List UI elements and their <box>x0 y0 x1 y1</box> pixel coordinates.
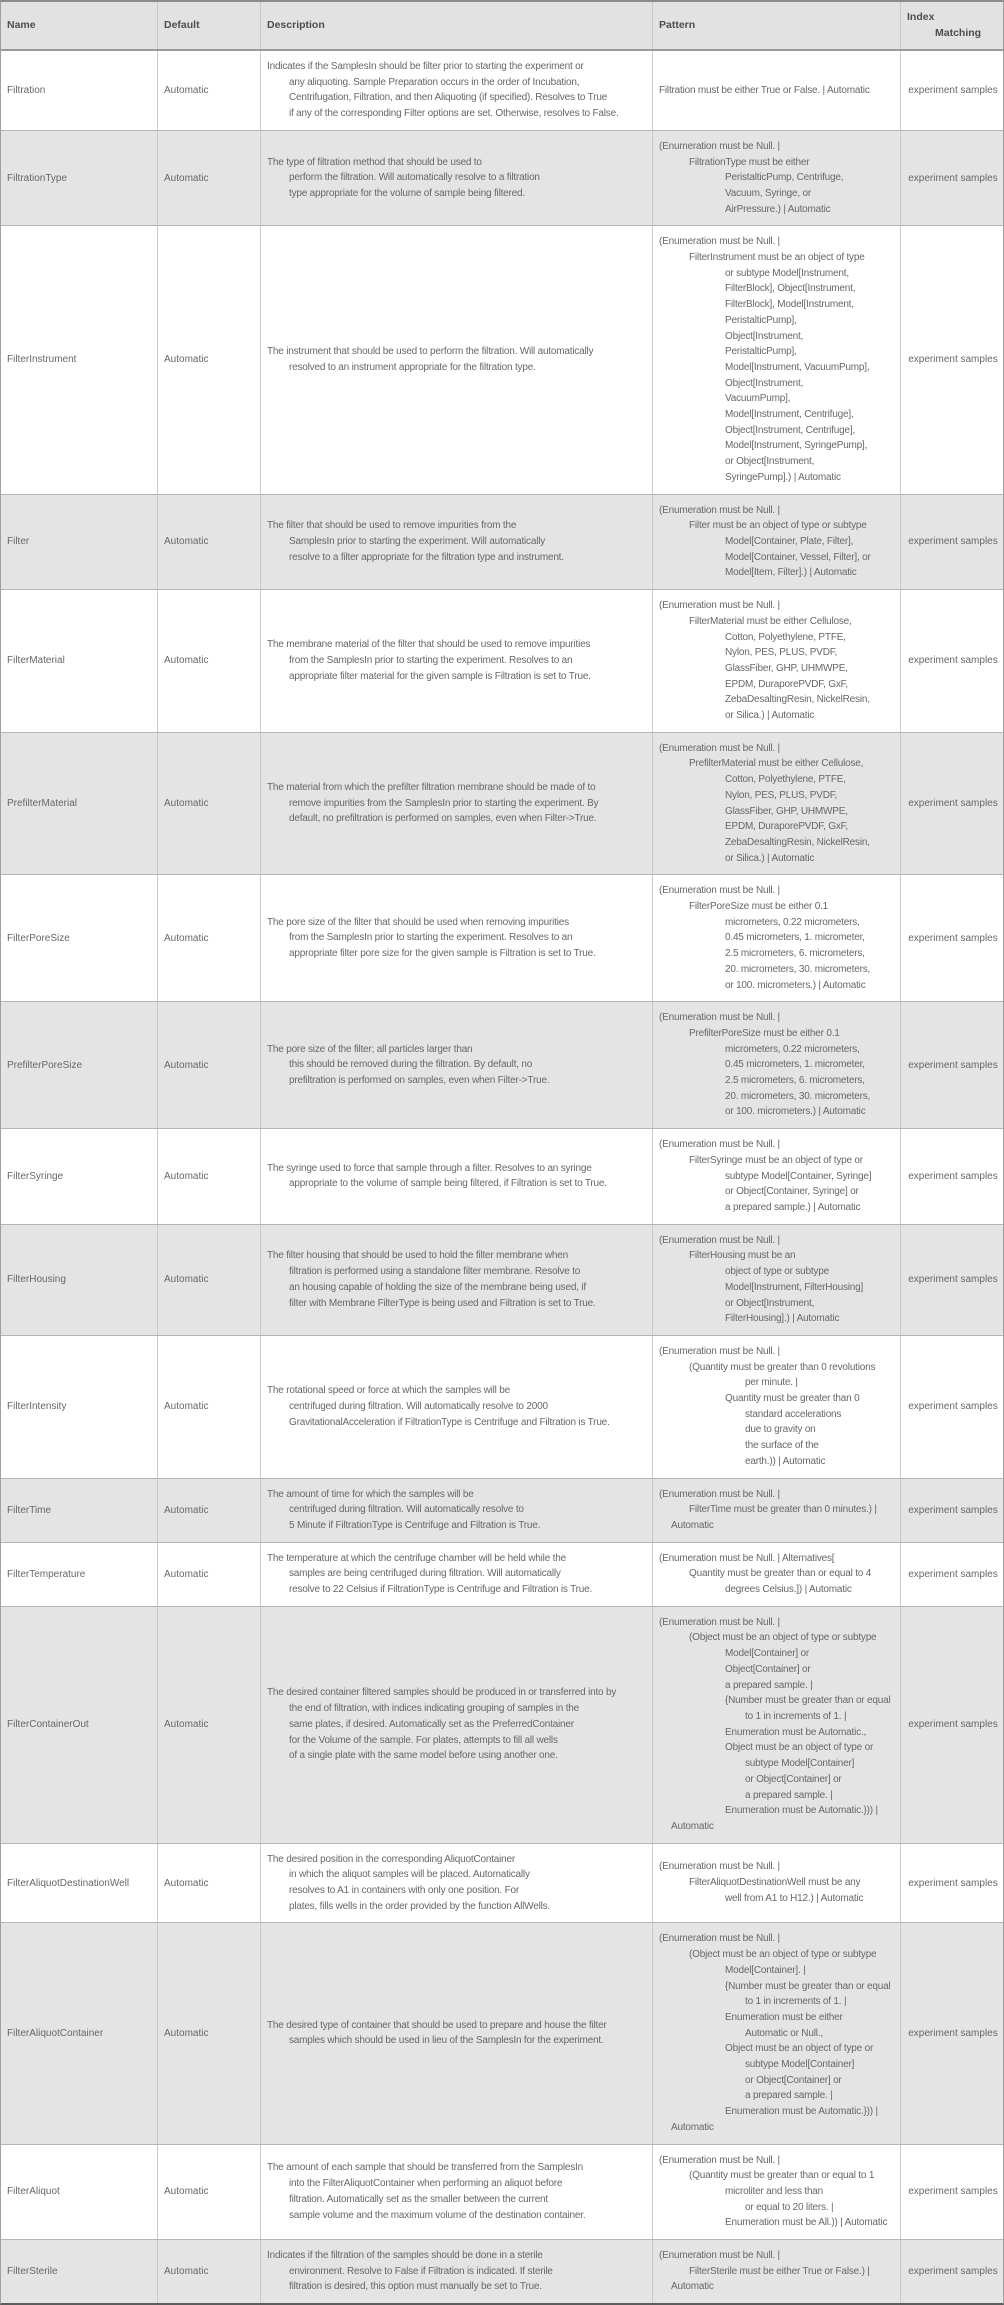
index-matching-cell: experiment samples <box>900 1336 1003 1478</box>
table-row <box>1 1001 1003 1128</box>
header-default-label: Default <box>164 18 200 31</box>
description-line: centrifuged during filtration. Will automatically resolve to <box>289 1504 524 1516</box>
pattern-line: (Object must be an object of type or subtype <box>689 1632 877 1644</box>
option-description-cell <box>260 1479 652 1542</box>
option-description-cell <box>260 1923 652 2143</box>
option-description-cell <box>260 2240 652 2303</box>
pattern-line: AirPressure.) | Automatic <box>725 203 831 215</box>
option-description-cell <box>260 2145 652 2240</box>
description-line: from the SamplesIn prior to starting the experiment. Resolves to an <box>289 655 573 667</box>
description-line: sample volume and the maximum volume of the destination container. <box>289 2209 586 2221</box>
option-pattern-cell <box>652 51 900 130</box>
pattern-line: Object must be an object of type or <box>725 1742 874 1754</box>
option-default-cell: Automatic <box>157 1002 260 1128</box>
description-line: resolve to a filter appropriate for the filtration type and instrument. <box>289 551 564 563</box>
description-line: environment. Resolve to False if Filtration is indicated. If sterile <box>289 2265 553 2277</box>
pattern-line: or Object[Container, Syringe] or <box>725 1186 859 1198</box>
option-default-cell: Automatic <box>157 875 260 1001</box>
pattern-line: Model[Container, Plate, Filter], <box>725 535 854 547</box>
pattern-line: or Object[Container] or <box>745 1773 842 1785</box>
description-line: any aliquoting. Sample Preparation occurs in the order of Incubation, <box>289 76 580 88</box>
pattern-line: Cotton, Polyethylene, PTFE, <box>725 631 846 643</box>
option-default-cell: Automatic <box>157 1607 260 1843</box>
description-line: resolved to an instrument appropriate for the filtration type. <box>289 361 536 373</box>
pattern-line: 20. micrometers, 30. micrometers, <box>725 1090 871 1102</box>
pattern-line: Model[Item, Filter].) | Automatic <box>725 567 857 579</box>
pattern-line: FilterSyringe must be an object of type or <box>689 1154 863 1166</box>
table-row <box>1 2144 1003 2240</box>
pattern-line: PeristalticPump], <box>725 346 797 358</box>
pattern-line: GlassFiber, GHP, UHMWPE, <box>725 805 848 817</box>
option-pattern-cell <box>652 1479 900 1542</box>
description-line: samples are being centrifuged during filtration. Will automatically <box>289 1568 561 1580</box>
pattern-line: per minute. | <box>745 1377 798 1389</box>
option-default-cell: Automatic <box>157 733 260 875</box>
description-line: The amount of each sample that should be transferred from the SamplesIn <box>267 2162 583 2174</box>
description-line: remove impurities from the SamplesIn prior to starting the experiment. By <box>289 797 599 809</box>
pattern-line: ZebaDesaltingResin, NickelResin, <box>725 836 870 848</box>
pattern-line: {Number must be greater than or equal <box>725 1980 891 1992</box>
pattern-line: 0.45 micrometers, 1. micrometer, <box>725 1059 865 1071</box>
pattern-line: SyringePump].) | Automatic <box>725 471 841 483</box>
pattern-line: subtype Model[Container] <box>745 2059 855 2071</box>
description-line: The material from which the prefilter filtration membrane should be made of to <box>267 781 596 793</box>
index-matching-cell: experiment samples <box>900 2145 1003 2240</box>
header-index-matching <box>900 2 1003 49</box>
pattern-line: (Quantity must be greater than 0 revolutions <box>689 1361 876 1373</box>
index-matching-cell: experiment samples <box>900 1607 1003 1843</box>
pattern-line: Filter must be an object of type or subtype <box>689 520 867 532</box>
description-line: The amount of time for which the samples will be <box>267 1488 474 1500</box>
pattern-line: Model[Container]. | <box>725 1964 806 1976</box>
option-default-cell: Automatic <box>157 1923 260 2143</box>
table-row <box>1 1478 1003 1542</box>
option-description-cell <box>260 1336 652 1478</box>
index-matching-cell: experiment samples <box>900 1002 1003 1128</box>
option-name-cell: FilterAliquot <box>7 2186 60 2198</box>
index-matching-cell: experiment samples <box>900 1923 1003 2143</box>
option-default-cell: Automatic <box>157 2240 260 2303</box>
pattern-line: or Object[Instrument, <box>725 1297 815 1309</box>
option-default-cell: Automatic <box>157 2145 260 2240</box>
description-line: The instrument that should be used to perform the filtration. Will automatically <box>267 346 594 358</box>
description-line: The filter that should be used to remove impurities from the <box>267 520 517 532</box>
option-pattern-cell <box>652 1923 900 2143</box>
description-line: default, no prefiltration is performed on samples, even when Filter->True. <box>289 813 597 825</box>
index-matching-cell: experiment samples <box>900 2240 1003 2303</box>
pattern-line: subtype Model[Container, Syringe] <box>725 1170 872 1182</box>
description-line: GravitationalAcceleration if FiltrationType is Centrifuge and Filtration is True. <box>289 1416 610 1428</box>
pattern-line: to 1 in increments of 1. | <box>745 1710 847 1722</box>
pattern-line: ZebaDesaltingResin, NickelResin, <box>725 694 870 706</box>
option-description-cell <box>260 1225 652 1335</box>
table-row <box>1 51 1003 130</box>
option-name-cell: FilterHousing <box>7 1274 66 1286</box>
option-description-cell <box>260 1844 652 1923</box>
pattern-line: FiltrationType must be either <box>689 156 810 168</box>
description-line: The desired type of container that should be used to prepare and house the filter <box>267 2019 607 2031</box>
pattern-line: Object[Instrument, <box>725 330 804 342</box>
description-line: resolves to A1 in containers with only one position. For <box>289 1885 520 1897</box>
pattern-line: a prepared sample. | <box>745 1789 833 1801</box>
option-default-cell: Automatic <box>157 1336 260 1478</box>
description-line: The type of filtration method that should be used to <box>267 156 482 168</box>
pattern-line: Nylon, PES, PLUS, PVDF, <box>725 789 838 801</box>
description-line: this should be removed during the filtration. By default, no <box>289 1059 533 1071</box>
pattern-line: (Enumeration must be Null. | <box>659 1861 780 1873</box>
option-description-cell <box>260 495 652 590</box>
table-row <box>1 732 1003 875</box>
index-matching-cell: experiment samples <box>900 1543 1003 1606</box>
option-name-cell: FilterSyringe <box>7 1170 64 1182</box>
pattern-line: Model[Instrument, FilterHousing] <box>725 1281 864 1293</box>
pattern-line: (Enumeration must be Null. | <box>659 1616 780 1628</box>
option-default-cell: Automatic <box>157 1129 260 1224</box>
index-matching-cell: experiment samples <box>900 875 1003 1001</box>
pattern-line: (Enumeration must be Null. | <box>659 236 780 248</box>
table-body <box>1 51 1003 2303</box>
description-line: filter with Membrane FilterType is being used and Filtration is set to True. <box>289 1297 596 1309</box>
description-line: samples which should be used in lieu of the SamplesIn for the experiment. <box>289 2035 604 2047</box>
pattern-line: or Silica.) | Automatic <box>725 710 815 722</box>
option-pattern-cell <box>652 1225 900 1335</box>
description-line: The pore size of the filter that should be used when removing impurities <box>267 916 569 928</box>
option-name-cell: FilterMaterial <box>7 655 65 667</box>
description-line: SamplesIn prior to starting the experiment. Will automatically <box>289 535 546 547</box>
header-name-label: Name <box>7 18 36 31</box>
option-default-cell: Automatic <box>157 131 260 226</box>
option-default-cell: Automatic <box>157 226 260 493</box>
table-row <box>1 1843 1003 1923</box>
option-default-cell: Automatic <box>157 1543 260 1606</box>
pattern-line: or Silica.) | Automatic <box>725 852 815 864</box>
index-matching-cell: experiment samples <box>900 1225 1003 1335</box>
pattern-line: PrefilterMaterial must be either Cellulose, <box>689 758 864 770</box>
option-description-cell <box>260 733 652 875</box>
pattern-line: (Enumeration must be Null. | <box>659 1139 780 1151</box>
pattern-line: FilterBlock], Object[Instrument, <box>725 283 856 295</box>
header-matching-label: Matching <box>935 26 982 39</box>
index-matching-cell: experiment samples <box>900 495 1003 590</box>
pattern-line: Object must be an object of type or <box>725 2043 874 2055</box>
description-line: The temperature at which the centrifuge chamber will be held while the <box>267 1552 566 1564</box>
pattern-line: due to gravity on <box>745 1424 816 1436</box>
description-line: The pore size of the filter; all particles larger than <box>267 1043 473 1055</box>
option-pattern-cell <box>652 131 900 226</box>
pattern-line: (Enumeration must be Null. | <box>659 742 780 754</box>
description-line: plates, fills wells in the order provided by the function AllWells. <box>289 1900 550 1912</box>
pattern-line: {Number must be greater than or equal <box>725 1695 891 1707</box>
pattern-line: a prepared sample. | <box>725 1679 813 1691</box>
option-pattern-cell <box>652 495 900 590</box>
header-description <box>260 2 652 49</box>
index-matching-cell: experiment samples <box>900 1129 1003 1224</box>
option-name-cell: FilterSterile <box>7 2266 58 2278</box>
index-matching-cell: experiment samples <box>900 226 1003 493</box>
pattern-line: FilterAliquotDestinationWell must be any <box>689 1877 861 1889</box>
pattern-line: Model[Container, Vessel, Filter], or <box>725 551 871 563</box>
table-row <box>1 130 1003 226</box>
pattern-line: (Enumeration must be Null. | <box>659 1488 780 1500</box>
table-row <box>1 1335 1003 1478</box>
pattern-line: Automatic <box>671 1820 714 1832</box>
description-line: into the FilterAliquotContainer when performing an aliquot before <box>289 2178 563 2190</box>
option-description-cell <box>260 51 652 130</box>
pattern-line: FilterHousing].) | Automatic <box>725 1313 840 1325</box>
description-line: centrifuged during filtration. Will automatically resolve to 2000 <box>289 1400 548 1412</box>
option-name-cell: PrefilterMaterial <box>7 798 78 810</box>
table-row <box>1 1542 1003 1606</box>
description-line: appropriate to the volume of sample being filtered, if Filtration is set to True. <box>289 1178 607 1190</box>
description-line: type appropriate for the volume of sample being filtered. <box>289 187 525 199</box>
pattern-line: (Object must be an object of type or subtype <box>689 1949 877 1961</box>
table-row <box>1 1128 1003 1224</box>
table-header-row <box>1 2 1003 51</box>
pattern-line: Quantity must be greater than 0 <box>725 1393 860 1405</box>
pattern-line: micrometers, 0.22 micrometers, <box>725 916 860 928</box>
pattern-line: earth.)) | Automatic <box>745 1455 826 1467</box>
pattern-line: or 100. micrometers.) | Automatic <box>725 979 866 991</box>
pattern-line: (Enumeration must be Null. | <box>659 600 780 612</box>
pattern-line: (Enumeration must be Null. | <box>659 1234 780 1246</box>
pattern-line: object of type or subtype <box>725 1266 829 1278</box>
pattern-line: or 100. micrometers.) | Automatic <box>725 1106 866 1118</box>
pattern-line: standard accelerations <box>745 1408 842 1420</box>
description-line: filtration is performed using a standalone filter membrane. Resolve to <box>289 1266 581 1278</box>
description-line: The desired position in the corresponding AliquotContainer <box>267 1853 516 1865</box>
pattern-line: Vacuum, Syringe, or <box>725 187 812 199</box>
index-matching-cell: experiment samples <box>900 1479 1003 1542</box>
pattern-line: (Enumeration must be Null. | <box>659 885 780 897</box>
option-pattern-cell <box>652 1129 900 1224</box>
option-pattern-cell <box>652 2145 900 2240</box>
pattern-line: 20. micrometers, 30. micrometers, <box>725 963 871 975</box>
description-line: an housing capable of holding the size of the membrane being used, if <box>289 1281 586 1293</box>
pattern-line: EPDM, DuraporePVDF, GxF, <box>725 678 849 690</box>
pattern-line: Automatic <box>671 2281 714 2293</box>
option-description-cell <box>260 131 652 226</box>
pattern-line: the surface of the <box>745 1440 819 1452</box>
pattern-line: or equal to 20 liters. | <box>745 2201 834 2213</box>
header-description-label: Description <box>267 18 325 31</box>
pattern-line: Model[Instrument, VacuumPump], <box>725 361 870 373</box>
description-line: appropriate filter pore size for the given sample is Filtration is set to True. <box>289 948 596 960</box>
option-default-cell: Automatic <box>157 51 260 130</box>
option-name-cell: FilterTemperature <box>7 1568 86 1580</box>
option-name-cell: FilterTime <box>7 1504 52 1516</box>
pattern-line: Object[Instrument, <box>725 377 804 389</box>
description-line: if any of the corresponding Filter options are set. Otherwise, resolves to False. <box>289 108 619 120</box>
option-pattern-cell <box>652 1543 900 1606</box>
pattern-line: Nylon, PES, PLUS, PVDF, <box>725 647 838 659</box>
table-row <box>1 2239 1003 2303</box>
header-index-label: Index <box>907 11 935 23</box>
pattern-line: Object[Instrument, Centrifuge], <box>725 424 855 436</box>
pattern-line: 0.45 micrometers, 1. micrometer, <box>725 932 865 944</box>
option-name-cell: PrefilterPoreSize <box>7 1059 83 1071</box>
pattern-line: Model[Instrument, Centrifuge], <box>725 409 854 421</box>
option-name-cell: FilterPoreSize <box>7 932 70 944</box>
pattern-line: FilterTime must be greater than 0 minutes.) | <box>689 1504 877 1516</box>
pattern-line: microliter and less than <box>725 2185 824 2197</box>
option-description-cell <box>260 1543 652 1606</box>
pattern-line: Enumeration must be All.)) | Automatic <box>725 2217 888 2229</box>
description-line: same plates, if desired. Automatically set as the PreferredContainer <box>289 1718 574 1730</box>
option-default-cell: Automatic <box>157 1844 260 1923</box>
pattern-line: a prepared sample.) | Automatic <box>725 1202 861 1213</box>
option-pattern-cell <box>652 226 900 493</box>
option-pattern-cell <box>652 1002 900 1128</box>
table-row <box>1 1606 1003 1843</box>
description-line: from the SamplesIn prior to starting the experiment. Resolves to an <box>289 932 573 944</box>
description-line: The desired container filtered samples should be produced in or transferred into by <box>267 1687 617 1699</box>
pattern-line: (Quantity must be greater than or equal to 1 <box>689 2170 875 2182</box>
pattern-line: Quantity must be greater than or equal to 4 <box>689 1568 872 1580</box>
pattern-line: FilterMaterial must be either Cellulose, <box>689 615 852 627</box>
pattern-line: PeristalticPump, Centrifuge, <box>725 172 844 184</box>
description-line: in which the aliquot samples will be placed. Automatically <box>289 1869 530 1881</box>
option-name-cell: FilterAliquotContainer <box>7 2027 104 2039</box>
option-name-cell: FilterContainerOut <box>7 1719 89 1731</box>
pattern-line: or Object[Container] or <box>745 2074 842 2086</box>
description-line: The rotational speed or force at which the samples will be <box>267 1385 510 1397</box>
pattern-line: 2.5 micrometers, 6. micrometers, <box>725 1075 865 1087</box>
index-matching-cell: experiment samples <box>900 590 1003 732</box>
description-line: perform the filtration. Will automatically resolve to a filtration <box>289 172 540 184</box>
pattern-line: FilterBlock], Model[Instrument, <box>725 299 854 311</box>
pattern-line: Automatic <box>671 1519 714 1531</box>
pattern-line: PeristalticPump], <box>725 314 797 326</box>
header-default <box>157 2 260 49</box>
description-line: the end of filtration, with indices indicating grouping of samples in the <box>289 1703 580 1715</box>
pattern-line: Cotton, Polyethylene, PTFE, <box>725 774 846 786</box>
pattern-line: FilterSterile must be either True or False.) | <box>689 2265 870 2277</box>
index-matching-cell: experiment samples <box>900 51 1003 130</box>
pattern-line: (Enumeration must be Null. | <box>659 504 780 516</box>
pattern-line: a prepared sample. | <box>745 2090 833 2102</box>
option-pattern-cell <box>652 1336 900 1478</box>
table-row <box>1 494 1003 590</box>
pattern-line: FilterHousing must be an <box>689 1250 796 1262</box>
pattern-line: PrefilterPoreSize must be either 0.1 <box>689 1027 840 1039</box>
option-name-cell: Filter <box>7 536 30 548</box>
header-pattern-label: Pattern <box>659 18 696 31</box>
index-matching-cell: experiment samples <box>900 1844 1003 1923</box>
pattern-line: Enumeration must be Automatic.})) | <box>725 1805 878 1817</box>
option-name-cell: FilterAliquotDestinationWell <box>7 1877 130 1889</box>
option-description-cell <box>260 1129 652 1224</box>
pattern-line: degrees Celsius.]) | Automatic <box>725 1584 852 1596</box>
description-line: The filter housing that should be used to hold the filter membrane when <box>267 1250 568 1262</box>
pattern-line: 2.5 micrometers, 6. micrometers, <box>725 948 865 960</box>
pattern-line: Enumeration must be Automatic., <box>725 1726 867 1738</box>
option-pattern-cell <box>652 1844 900 1923</box>
table-row <box>1 225 1003 493</box>
option-description-cell <box>260 875 652 1001</box>
table-row <box>1 1922 1003 2143</box>
option-pattern-cell <box>652 590 900 732</box>
table-row <box>1 589 1003 732</box>
table-row <box>1 874 1003 1001</box>
option-default-cell: Automatic <box>157 1479 260 1542</box>
option-name-cell: Filtration <box>7 84 46 96</box>
pattern-line: Model[Instrument, SyringePump], <box>725 440 868 452</box>
pattern-line: GlassFiber, GHP, UHMWPE, <box>725 662 848 674</box>
pattern-line: Automatic <box>671 2121 714 2133</box>
table-row <box>1 1224 1003 1335</box>
option-name-cell: FilterIntensity <box>7 1401 67 1413</box>
option-default-cell: Automatic <box>157 590 260 732</box>
description-line: Indicates if the filtration of the samples should be done in a sterile <box>267 2250 543 2262</box>
pattern-line: (Enumeration must be Null. | <box>659 1933 780 1945</box>
description-line: resolve to 22 Celsius if FiltrationType is Centrifuge and Filtration is True. <box>289 1584 593 1596</box>
pattern-line: (Enumeration must be Null. | <box>659 1012 780 1024</box>
pattern-line: EPDM, DuraporePVDF, GxF, <box>725 821 849 833</box>
option-name-cell: FilterInstrument <box>7 354 77 366</box>
option-description-cell <box>260 226 652 493</box>
option-pattern-cell <box>652 2240 900 2303</box>
pattern-line: (Enumeration must be Null. | <box>659 2154 780 2166</box>
pattern-line: (Enumeration must be Null. | <box>659 140 780 152</box>
pattern-line: (Enumeration must be Null. | <box>659 2250 780 2262</box>
pattern-line: (Enumeration must be Null. | <box>659 1345 780 1357</box>
pattern-line: FilterInstrument must be an object of type <box>689 252 865 264</box>
pattern-line: well from A1 to H12.) | Automatic <box>725 1892 864 1904</box>
index-matching-cell: experiment samples <box>900 131 1003 226</box>
header-name <box>1 2 157 49</box>
description-line: Centrifugation, Filtration, and then Aliquoting (if specified). Resolves to True <box>289 92 608 104</box>
option-description-cell <box>260 1002 652 1128</box>
pattern-line: Enumeration must be Automatic.})) | <box>725 2106 878 2118</box>
option-pattern-cell <box>652 875 900 1001</box>
description-line: 5 Minute if FiltrationType is Centrifuge and Filtration is True. <box>289 1519 541 1531</box>
option-name-cell: FiltrationType <box>7 172 68 184</box>
pattern-line: micrometers, 0.22 micrometers, <box>725 1043 860 1055</box>
header-pattern <box>652 2 900 49</box>
pattern-line: Filtration must be either True or False. | Automatic <box>659 84 870 96</box>
description-line: filtration. Automatically set as the smaller between the current <box>289 2193 548 2205</box>
description-line: filtration is desired, this option must manually be set to True. <box>289 2281 542 2293</box>
pattern-line: (Enumeration must be Null. | Alternatives[ <box>659 1552 835 1564</box>
description-line: for the Volume of the sample. For plates, attempts to fill all wells <box>289 1734 558 1746</box>
pattern-line: to 1 in increments of 1. | <box>745 1996 847 2008</box>
description-line: The membrane material of the filter that should be used to remove impurities <box>267 639 591 651</box>
option-pattern-cell <box>652 1607 900 1843</box>
description-line: appropriate filter material for the given sample is Filtration is set to True. <box>289 670 591 682</box>
pattern-line: or subtype Model[Instrument, <box>725 267 849 279</box>
pattern-line: or Object[Instrument, <box>725 456 815 468</box>
option-description-cell <box>260 1607 652 1843</box>
description-line: The syringe used to force that sample through a filter. Resolves to an syringe <box>267 1162 592 1174</box>
option-default-cell: Automatic <box>157 495 260 590</box>
description-line: of a single plate with the same model before using another one. <box>289 1750 558 1762</box>
description-line: prefiltration is performed on samples, even when Filter->True. <box>289 1075 550 1087</box>
pattern-line: Model[Container] or <box>725 1648 810 1660</box>
pattern-line: subtype Model[Container] <box>745 1758 855 1770</box>
index-matching-cell: experiment samples <box>900 733 1003 875</box>
option-default-cell: Automatic <box>157 1225 260 1335</box>
pattern-line: Enumeration must be either <box>725 2011 843 2023</box>
pattern-line: FilterPoreSize must be either 0.1 <box>689 901 829 913</box>
pattern-line: Automatic or Null., <box>745 2027 823 2039</box>
pattern-line: Object[Container] or <box>725 1663 811 1675</box>
pattern-line: VacuumPump], <box>725 393 791 405</box>
option-description-cell <box>260 590 652 732</box>
option-pattern-cell <box>652 733 900 875</box>
description-line: Indicates if the SamplesIn should be filter prior to starting the experiment or <box>267 61 584 72</box>
